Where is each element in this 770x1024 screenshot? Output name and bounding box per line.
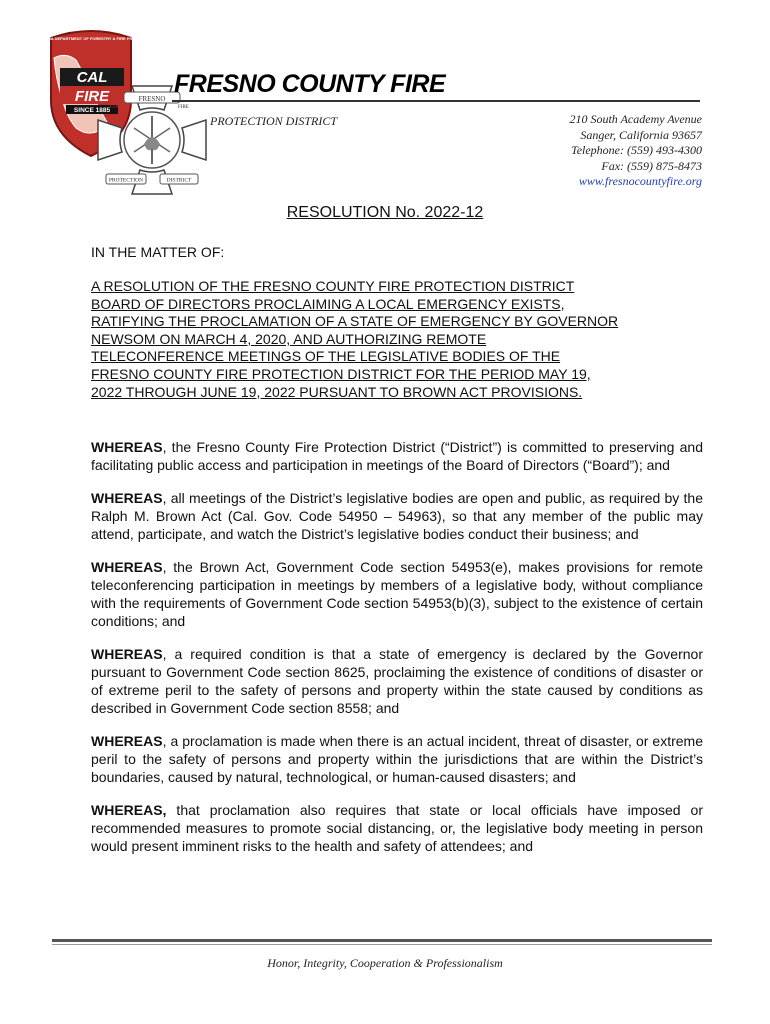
whereas-lead: WHEREAS — [91, 559, 163, 575]
calfire-logo-top-text: CALIFORNIA DEPARTMENT OF FORESTRY & FIRE PROTECTION — [29, 36, 153, 41]
whereas-clause — [91, 489, 703, 543]
address-city: Sanger, California 93657 — [580, 127, 702, 142]
footer-motto: Honor, Integrity, Cooperation & Professionalism — [267, 956, 503, 970]
whereas-clause — [91, 438, 703, 474]
in-the-matter-of: IN THE MATTER OF: — [91, 244, 225, 260]
organization-subtitle: PROTECTION DISTRICT — [210, 114, 338, 128]
whereas-clause — [91, 732, 703, 786]
calfire-logo-fire: FIRE — [74, 88, 110, 105]
whereas-text: , the Fresno County Fire Protection District (“District”) is committed to preserving and facilitating public access and participation in meetings of the Board of Directors (“Board”); and — [91, 439, 703, 473]
website-link[interactable]: www.fresnocountyfire.org — [578, 174, 702, 188]
district-logo-right: FIRE — [178, 105, 189, 110]
address-street: 210 South Academy Avenue — [569, 112, 702, 126]
resolution-title: RESOLUTION No. 2022-12 — [286, 204, 484, 221]
district-logo-bottom-left: PROTECTION — [108, 177, 144, 184]
whereas-text: , the Brown Act, Government Code section 54953(e), makes provisions for remote teleconferencing participation in meetings by members of a legislative body, without compliance with the requirements of Government Code section 54953(b)(3), subject to the existence of certain conditions; and — [91, 559, 703, 629]
letterhead-divider — [172, 100, 700, 102]
whereas-lead: WHEREAS — [91, 490, 163, 506]
whereas-text: , all meetings of the District’s legislative bodies are open and public, as required by the Ralph M. Brown Act (Cal. Gov. Code 54950 – 54963), so that any member of the public may attend, participate, and watch the District’s legislative bodies conduct their business; and — [91, 490, 703, 542]
footer-divider — [52, 939, 712, 942]
whereas-clauses — [91, 438, 703, 870]
district-logo-top: FRESNO — [138, 95, 166, 103]
whereas-text: that proclamation also requires that state or local officials have imposed or recommended measures to promote social distancing, or, the legislative body meeting in person would present imminent risks to the health and safety of attendees; and — [91, 802, 703, 854]
district-logo-bottom-right: DISTRICT — [166, 177, 192, 184]
district-address-block — [569, 112, 702, 190]
whereas-text: , a required condition is that a state of emergency is declared by the Governor pursuant to Government Code section 8625, proclaiming the existence of conditions of disaster or of extreme peril to the safety of persons and property within the state caused by conditions as described in Government Code section 8558; and — [91, 646, 703, 716]
address-telephone: Telephone: (559) 493-4300 — [571, 143, 702, 157]
whereas-text: , a proclamation is made when there is an actual incident, threat of disaster, or extreme peril to the safety of persons and property within the jurisdictions that are within the District’s boundaries, caused by natural, technological, or human-caused disasters; and — [91, 733, 703, 785]
district-logo-left: COUNTY — [110, 105, 131, 110]
whereas-lead: WHEREAS — [91, 439, 163, 455]
whereas-lead: WHEREAS, — [91, 802, 167, 818]
whereas-lead: WHEREAS — [91, 733, 163, 749]
address-fax: Fax: (559) 875-8473 — [601, 158, 702, 173]
calfire-logo-cal: CAL — [76, 69, 108, 86]
whereas-clause — [91, 645, 703, 717]
whereas-lead: WHEREAS — [91, 646, 163, 662]
footer-divider-thin — [52, 944, 712, 945]
calfire-logo-since: SINCE 1885 — [73, 107, 111, 114]
organization-name: FRESNO COUNTY FIRE — [174, 70, 446, 98]
whereas-clause — [91, 558, 703, 630]
resolution-heading: A RESOLUTION OF THE FRESNO COUNTY FIRE PROTECTION DISTRICT BOARD OF DIRECTORS PROCLAIMING A LOCAL EMERGENCY EXISTS, RATIFYING THE PROCLAMATION OF A STATE OF EMERGENCY BY GOVERNOR NEWSOM ON MARCH 4, 2020, AND AUTHORIZING REMOTE TELECONFERENCE MEETINGS OF THE LEGISLATIVE BODIES OF THE FRESNO COUNTY FIRE PROTECTION DISTRICT FOR THE PERIOD MAY 19, 2022 THROUGH JUNE 19, 2022 PURSUANT TO BROWN ACT PROVISIONS. — [91, 278, 619, 400]
whereas-clause — [91, 801, 703, 855]
